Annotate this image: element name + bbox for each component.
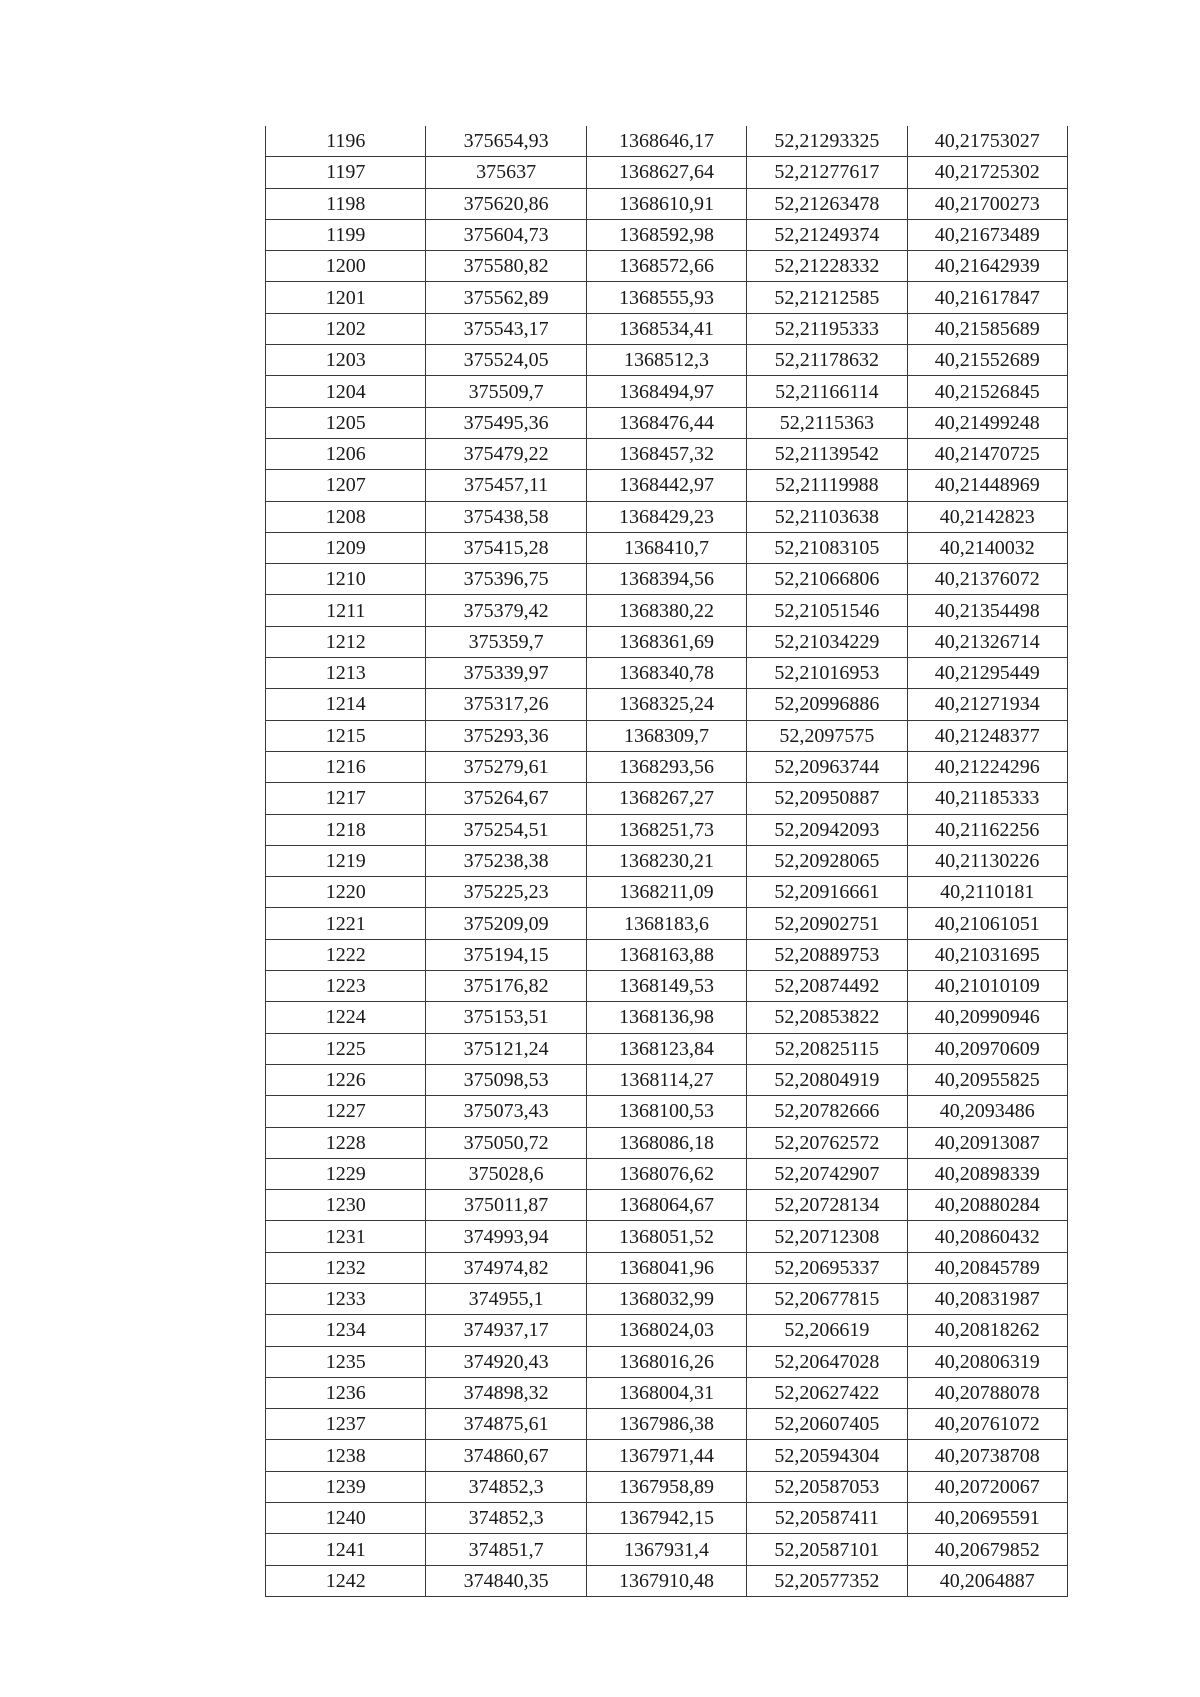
latitude-cell: 52,20916661 xyxy=(747,877,907,908)
table-row xyxy=(266,251,1068,282)
longitude-cell: 40,21526845 xyxy=(907,376,1067,407)
point-number-cell: 1214 xyxy=(266,689,426,720)
y-coordinate-cell: 1368051,52 xyxy=(586,1221,746,1252)
y-coordinate-cell: 1368555,93 xyxy=(586,282,746,313)
x-coordinate-cell: 374974,82 xyxy=(426,1252,586,1283)
table-row xyxy=(266,438,1068,469)
x-coordinate-cell: 375620,86 xyxy=(426,188,586,219)
point-number-cell: 1223 xyxy=(266,971,426,1002)
x-coordinate-cell: 374993,94 xyxy=(426,1221,586,1252)
longitude-cell: 40,21248377 xyxy=(907,720,1067,751)
longitude-cell: 40,21224296 xyxy=(907,751,1067,782)
point-number-cell: 1201 xyxy=(266,282,426,313)
longitude-cell: 40,2140032 xyxy=(907,532,1067,563)
y-coordinate-cell: 1368024,03 xyxy=(586,1315,746,1346)
table-row xyxy=(266,658,1068,689)
table-row xyxy=(266,1127,1068,1158)
longitude-cell: 40,21753027 xyxy=(907,126,1067,157)
longitude-cell: 40,21031695 xyxy=(907,939,1067,970)
y-coordinate-cell: 1368136,98 xyxy=(586,1002,746,1033)
latitude-cell: 52,21139542 xyxy=(747,438,907,469)
table-row xyxy=(266,1440,1068,1471)
latitude-cell: 52,20647028 xyxy=(747,1346,907,1377)
table-row xyxy=(266,845,1068,876)
table-row xyxy=(266,1252,1068,1283)
point-number-cell: 1219 xyxy=(266,845,426,876)
x-coordinate-cell: 374898,32 xyxy=(426,1377,586,1408)
coordinates-table-body xyxy=(266,126,1068,1596)
table-row xyxy=(266,626,1068,657)
latitude-cell: 52,2115363 xyxy=(747,407,907,438)
x-coordinate-cell: 375379,42 xyxy=(426,595,586,626)
point-number-cell: 1228 xyxy=(266,1127,426,1158)
table-row xyxy=(266,532,1068,563)
table-row xyxy=(266,908,1068,939)
latitude-cell: 52,20942093 xyxy=(747,814,907,845)
x-coordinate-cell: 375562,89 xyxy=(426,282,586,313)
latitude-cell: 52,20782666 xyxy=(747,1096,907,1127)
table-row xyxy=(266,783,1068,814)
table-row xyxy=(266,313,1068,344)
y-coordinate-cell: 1367986,38 xyxy=(586,1409,746,1440)
point-number-cell: 1233 xyxy=(266,1283,426,1314)
x-coordinate-cell: 374852,3 xyxy=(426,1471,586,1502)
y-coordinate-cell: 1368149,53 xyxy=(586,971,746,1002)
latitude-cell: 52,21166114 xyxy=(747,376,907,407)
point-number-cell: 1232 xyxy=(266,1252,426,1283)
longitude-cell: 40,21354498 xyxy=(907,595,1067,626)
y-coordinate-cell: 1368100,53 xyxy=(586,1096,746,1127)
point-number-cell: 1215 xyxy=(266,720,426,751)
latitude-cell: 52,20762572 xyxy=(747,1127,907,1158)
table-row xyxy=(266,1064,1068,1095)
latitude-cell: 52,20677815 xyxy=(747,1283,907,1314)
table-row xyxy=(266,1409,1068,1440)
y-coordinate-cell: 1368394,56 xyxy=(586,564,746,595)
longitude-cell: 40,20788078 xyxy=(907,1377,1067,1408)
longitude-cell: 40,21271934 xyxy=(907,689,1067,720)
longitude-cell: 40,21585689 xyxy=(907,313,1067,344)
latitude-cell: 52,21051546 xyxy=(747,595,907,626)
y-coordinate-cell: 1368476,44 xyxy=(586,407,746,438)
x-coordinate-cell: 375396,75 xyxy=(426,564,586,595)
point-number-cell: 1216 xyxy=(266,751,426,782)
x-coordinate-cell: 375050,72 xyxy=(426,1127,586,1158)
point-number-cell: 1198 xyxy=(266,188,426,219)
longitude-cell: 40,2110181 xyxy=(907,877,1067,908)
x-coordinate-cell: 375176,82 xyxy=(426,971,586,1002)
latitude-cell: 52,21016953 xyxy=(747,658,907,689)
x-coordinate-cell: 375293,36 xyxy=(426,720,586,751)
point-number-cell: 1206 xyxy=(266,438,426,469)
longitude-cell: 40,20845789 xyxy=(907,1252,1067,1283)
y-coordinate-cell: 1368429,23 xyxy=(586,501,746,532)
latitude-cell: 52,20712308 xyxy=(747,1221,907,1252)
x-coordinate-cell: 375153,51 xyxy=(426,1002,586,1033)
x-coordinate-cell: 375509,7 xyxy=(426,376,586,407)
latitude-cell: 52,21212585 xyxy=(747,282,907,313)
point-number-cell: 1218 xyxy=(266,814,426,845)
y-coordinate-cell: 1368494,97 xyxy=(586,376,746,407)
longitude-cell: 40,2064887 xyxy=(907,1565,1067,1596)
table-row xyxy=(266,1346,1068,1377)
y-coordinate-cell: 1368309,7 xyxy=(586,720,746,751)
x-coordinate-cell: 375604,73 xyxy=(426,219,586,250)
table-row xyxy=(266,219,1068,250)
table-row xyxy=(266,1315,1068,1346)
point-number-cell: 1207 xyxy=(266,470,426,501)
y-coordinate-cell: 1368457,32 xyxy=(586,438,746,469)
latitude-cell: 52,20874492 xyxy=(747,971,907,1002)
x-coordinate-cell: 375264,67 xyxy=(426,783,586,814)
point-number-cell: 1227 xyxy=(266,1096,426,1127)
x-coordinate-cell: 375279,61 xyxy=(426,751,586,782)
x-coordinate-cell: 375415,28 xyxy=(426,532,586,563)
y-coordinate-cell: 1368076,62 xyxy=(586,1158,746,1189)
longitude-cell: 40,21061051 xyxy=(907,908,1067,939)
y-coordinate-cell: 1368512,3 xyxy=(586,345,746,376)
y-coordinate-cell: 1368123,84 xyxy=(586,1033,746,1064)
table-row xyxy=(266,345,1068,376)
point-number-cell: 1225 xyxy=(266,1033,426,1064)
latitude-cell: 52,21103638 xyxy=(747,501,907,532)
y-coordinate-cell: 1368251,73 xyxy=(586,814,746,845)
point-number-cell: 1205 xyxy=(266,407,426,438)
x-coordinate-cell: 374955,1 xyxy=(426,1283,586,1314)
point-number-cell: 1237 xyxy=(266,1409,426,1440)
table-row xyxy=(266,720,1068,751)
longitude-cell: 40,20695591 xyxy=(907,1503,1067,1534)
latitude-cell: 52,20577352 xyxy=(747,1565,907,1596)
latitude-cell: 52,20594304 xyxy=(747,1440,907,1471)
x-coordinate-cell: 375637 xyxy=(426,157,586,188)
table-row xyxy=(266,470,1068,501)
table-row xyxy=(266,376,1068,407)
x-coordinate-cell: 375194,15 xyxy=(426,939,586,970)
x-coordinate-cell: 374840,35 xyxy=(426,1565,586,1596)
y-coordinate-cell: 1367971,44 xyxy=(586,1440,746,1471)
x-coordinate-cell: 375479,22 xyxy=(426,438,586,469)
y-coordinate-cell: 1368163,88 xyxy=(586,939,746,970)
y-coordinate-cell: 1368016,26 xyxy=(586,1346,746,1377)
longitude-cell: 40,21499248 xyxy=(907,407,1067,438)
x-coordinate-cell: 375073,43 xyxy=(426,1096,586,1127)
longitude-cell: 40,21725302 xyxy=(907,157,1067,188)
latitude-cell: 52,20928065 xyxy=(747,845,907,876)
latitude-cell: 52,20728134 xyxy=(747,1190,907,1221)
longitude-cell: 40,21448969 xyxy=(907,470,1067,501)
table-row xyxy=(266,595,1068,626)
table-row xyxy=(266,814,1068,845)
longitude-cell: 40,21673489 xyxy=(907,219,1067,250)
point-number-cell: 1241 xyxy=(266,1534,426,1565)
table-row xyxy=(266,188,1068,219)
longitude-cell: 40,20860432 xyxy=(907,1221,1067,1252)
x-coordinate-cell: 375543,17 xyxy=(426,313,586,344)
latitude-cell: 52,20627422 xyxy=(747,1377,907,1408)
x-coordinate-cell: 375121,24 xyxy=(426,1033,586,1064)
x-coordinate-cell: 375438,58 xyxy=(426,501,586,532)
table-row xyxy=(266,1503,1068,1534)
x-coordinate-cell: 374852,3 xyxy=(426,1503,586,1534)
point-number-cell: 1213 xyxy=(266,658,426,689)
y-coordinate-cell: 1368325,24 xyxy=(586,689,746,720)
table-row xyxy=(266,282,1068,313)
x-coordinate-cell: 375524,05 xyxy=(426,345,586,376)
latitude-cell: 52,21277617 xyxy=(747,157,907,188)
y-coordinate-cell: 1368610,91 xyxy=(586,188,746,219)
table-row xyxy=(266,126,1068,157)
table-row xyxy=(266,689,1068,720)
longitude-cell: 40,2093486 xyxy=(907,1096,1067,1127)
coordinates-table xyxy=(265,126,1068,1597)
longitude-cell: 40,20955825 xyxy=(907,1064,1067,1095)
latitude-cell: 52,20587101 xyxy=(747,1534,907,1565)
table-row xyxy=(266,1158,1068,1189)
y-coordinate-cell: 1367958,89 xyxy=(586,1471,746,1502)
y-coordinate-cell: 1368293,56 xyxy=(586,751,746,782)
longitude-cell: 40,21162256 xyxy=(907,814,1067,845)
x-coordinate-cell: 374937,17 xyxy=(426,1315,586,1346)
longitude-cell: 40,21617847 xyxy=(907,282,1067,313)
point-number-cell: 1220 xyxy=(266,877,426,908)
longitude-cell: 40,21700273 xyxy=(907,188,1067,219)
x-coordinate-cell: 374860,67 xyxy=(426,1440,586,1471)
latitude-cell: 52,21228332 xyxy=(747,251,907,282)
latitude-cell: 52,21263478 xyxy=(747,188,907,219)
longitude-cell: 40,21552689 xyxy=(907,345,1067,376)
table-row xyxy=(266,751,1068,782)
point-number-cell: 1204 xyxy=(266,376,426,407)
y-coordinate-cell: 1368267,27 xyxy=(586,783,746,814)
x-coordinate-cell: 374920,43 xyxy=(426,1346,586,1377)
latitude-cell: 52,20963744 xyxy=(747,751,907,782)
latitude-cell: 52,20695337 xyxy=(747,1252,907,1283)
longitude-cell: 40,21470725 xyxy=(907,438,1067,469)
longitude-cell: 40,21010109 xyxy=(907,971,1067,1002)
latitude-cell: 52,20804919 xyxy=(747,1064,907,1095)
latitude-cell: 52,206619 xyxy=(747,1315,907,1346)
point-number-cell: 1221 xyxy=(266,908,426,939)
point-number-cell: 1200 xyxy=(266,251,426,282)
table-row xyxy=(266,1033,1068,1064)
x-coordinate-cell: 375225,23 xyxy=(426,877,586,908)
latitude-cell: 52,20825115 xyxy=(747,1033,907,1064)
y-coordinate-cell: 1367910,48 xyxy=(586,1565,746,1596)
table-row xyxy=(266,1565,1068,1596)
point-number-cell: 1239 xyxy=(266,1471,426,1502)
x-coordinate-cell: 375098,53 xyxy=(426,1064,586,1095)
y-coordinate-cell: 1367931,4 xyxy=(586,1534,746,1565)
table-row xyxy=(266,939,1068,970)
latitude-cell: 52,21178632 xyxy=(747,345,907,376)
x-coordinate-cell: 375028,6 xyxy=(426,1158,586,1189)
longitude-cell: 40,20720067 xyxy=(907,1471,1067,1502)
y-coordinate-cell: 1368032,99 xyxy=(586,1283,746,1314)
point-number-cell: 1217 xyxy=(266,783,426,814)
longitude-cell: 40,21642939 xyxy=(907,251,1067,282)
latitude-cell: 52,20996886 xyxy=(747,689,907,720)
point-number-cell: 1230 xyxy=(266,1190,426,1221)
point-number-cell: 1222 xyxy=(266,939,426,970)
longitude-cell: 40,20898339 xyxy=(907,1158,1067,1189)
y-coordinate-cell: 1368592,98 xyxy=(586,219,746,250)
x-coordinate-cell: 375317,26 xyxy=(426,689,586,720)
point-number-cell: 1203 xyxy=(266,345,426,376)
y-coordinate-cell: 1368114,27 xyxy=(586,1064,746,1095)
point-number-cell: 1211 xyxy=(266,595,426,626)
table-row xyxy=(266,1221,1068,1252)
table-row xyxy=(266,1002,1068,1033)
y-coordinate-cell: 1368230,21 xyxy=(586,845,746,876)
longitude-cell: 40,20913087 xyxy=(907,1127,1067,1158)
latitude-cell: 52,20742907 xyxy=(747,1158,907,1189)
longitude-cell: 40,21130226 xyxy=(907,845,1067,876)
y-coordinate-cell: 1368004,31 xyxy=(586,1377,746,1408)
x-coordinate-cell: 374875,61 xyxy=(426,1409,586,1440)
x-coordinate-cell: 375209,09 xyxy=(426,908,586,939)
longitude-cell: 40,20761072 xyxy=(907,1409,1067,1440)
y-coordinate-cell: 1368340,78 xyxy=(586,658,746,689)
point-number-cell: 1209 xyxy=(266,532,426,563)
table-row xyxy=(266,1283,1068,1314)
point-number-cell: 1231 xyxy=(266,1221,426,1252)
point-number-cell: 1224 xyxy=(266,1002,426,1033)
y-coordinate-cell: 1368183,6 xyxy=(586,908,746,939)
table-row xyxy=(266,1377,1068,1408)
table-row xyxy=(266,1471,1068,1502)
y-coordinate-cell: 1368211,09 xyxy=(586,877,746,908)
longitude-cell: 40,20880284 xyxy=(907,1190,1067,1221)
table-row xyxy=(266,971,1068,1002)
point-number-cell: 1210 xyxy=(266,564,426,595)
point-number-cell: 1238 xyxy=(266,1440,426,1471)
table-row xyxy=(266,877,1068,908)
y-coordinate-cell: 1368041,96 xyxy=(586,1252,746,1283)
longitude-cell: 40,21295449 xyxy=(907,658,1067,689)
y-coordinate-cell: 1368410,7 xyxy=(586,532,746,563)
longitude-cell: 40,20818262 xyxy=(907,1315,1067,1346)
y-coordinate-cell: 1368534,41 xyxy=(586,313,746,344)
x-coordinate-cell: 375457,11 xyxy=(426,470,586,501)
x-coordinate-cell: 375580,82 xyxy=(426,251,586,282)
table-row xyxy=(266,157,1068,188)
y-coordinate-cell: 1368572,66 xyxy=(586,251,746,282)
y-coordinate-cell: 1368086,18 xyxy=(586,1127,746,1158)
y-coordinate-cell: 1368064,67 xyxy=(586,1190,746,1221)
latitude-cell: 52,21293325 xyxy=(747,126,907,157)
latitude-cell: 52,20853822 xyxy=(747,1002,907,1033)
table-row xyxy=(266,501,1068,532)
latitude-cell: 52,20587411 xyxy=(747,1503,907,1534)
y-coordinate-cell: 1368442,97 xyxy=(586,470,746,501)
x-coordinate-cell: 375495,36 xyxy=(426,407,586,438)
y-coordinate-cell: 1368361,69 xyxy=(586,626,746,657)
point-number-cell: 1202 xyxy=(266,313,426,344)
table-row xyxy=(266,564,1068,595)
point-number-cell: 1208 xyxy=(266,501,426,532)
longitude-cell: 40,21326714 xyxy=(907,626,1067,657)
point-number-cell: 1199 xyxy=(266,219,426,250)
latitude-cell: 52,20950887 xyxy=(747,783,907,814)
point-number-cell: 1229 xyxy=(266,1158,426,1189)
longitude-cell: 40,20738708 xyxy=(907,1440,1067,1471)
point-number-cell: 1234 xyxy=(266,1315,426,1346)
latitude-cell: 52,20587053 xyxy=(747,1471,907,1502)
longitude-cell: 40,20990946 xyxy=(907,1002,1067,1033)
latitude-cell: 52,20889753 xyxy=(747,939,907,970)
longitude-cell: 40,2142823 xyxy=(907,501,1067,532)
x-coordinate-cell: 375654,93 xyxy=(426,126,586,157)
y-coordinate-cell: 1368380,22 xyxy=(586,595,746,626)
longitude-cell: 40,20831987 xyxy=(907,1283,1067,1314)
x-coordinate-cell: 374851,7 xyxy=(426,1534,586,1565)
x-coordinate-cell: 375254,51 xyxy=(426,814,586,845)
y-coordinate-cell: 1368646,17 xyxy=(586,126,746,157)
x-coordinate-cell: 375238,38 xyxy=(426,845,586,876)
latitude-cell: 52,21249374 xyxy=(747,219,907,250)
point-number-cell: 1240 xyxy=(266,1503,426,1534)
latitude-cell: 52,21195333 xyxy=(747,313,907,344)
x-coordinate-cell: 375359,7 xyxy=(426,626,586,657)
point-number-cell: 1197 xyxy=(266,157,426,188)
point-number-cell: 1226 xyxy=(266,1064,426,1095)
latitude-cell: 52,21034229 xyxy=(747,626,907,657)
point-number-cell: 1242 xyxy=(266,1565,426,1596)
longitude-cell: 40,21376072 xyxy=(907,564,1067,595)
table-row xyxy=(266,1534,1068,1565)
latitude-cell: 52,2097575 xyxy=(747,720,907,751)
point-number-cell: 1212 xyxy=(266,626,426,657)
latitude-cell: 52,21066806 xyxy=(747,564,907,595)
longitude-cell: 40,20970609 xyxy=(907,1033,1067,1064)
longitude-cell: 40,20679852 xyxy=(907,1534,1067,1565)
latitude-cell: 52,21119988 xyxy=(747,470,907,501)
point-number-cell: 1196 xyxy=(266,126,426,157)
point-number-cell: 1235 xyxy=(266,1346,426,1377)
table-row xyxy=(266,1096,1068,1127)
latitude-cell: 52,20607405 xyxy=(747,1409,907,1440)
x-coordinate-cell: 375011,87 xyxy=(426,1190,586,1221)
latitude-cell: 52,20902751 xyxy=(747,908,907,939)
longitude-cell: 40,20806319 xyxy=(907,1346,1067,1377)
longitude-cell: 40,21185333 xyxy=(907,783,1067,814)
y-coordinate-cell: 1368627,64 xyxy=(586,157,746,188)
point-number-cell: 1236 xyxy=(266,1377,426,1408)
x-coordinate-cell: 375339,97 xyxy=(426,658,586,689)
table-row xyxy=(266,1190,1068,1221)
latitude-cell: 52,21083105 xyxy=(747,532,907,563)
table-row xyxy=(266,407,1068,438)
y-coordinate-cell: 1367942,15 xyxy=(586,1503,746,1534)
